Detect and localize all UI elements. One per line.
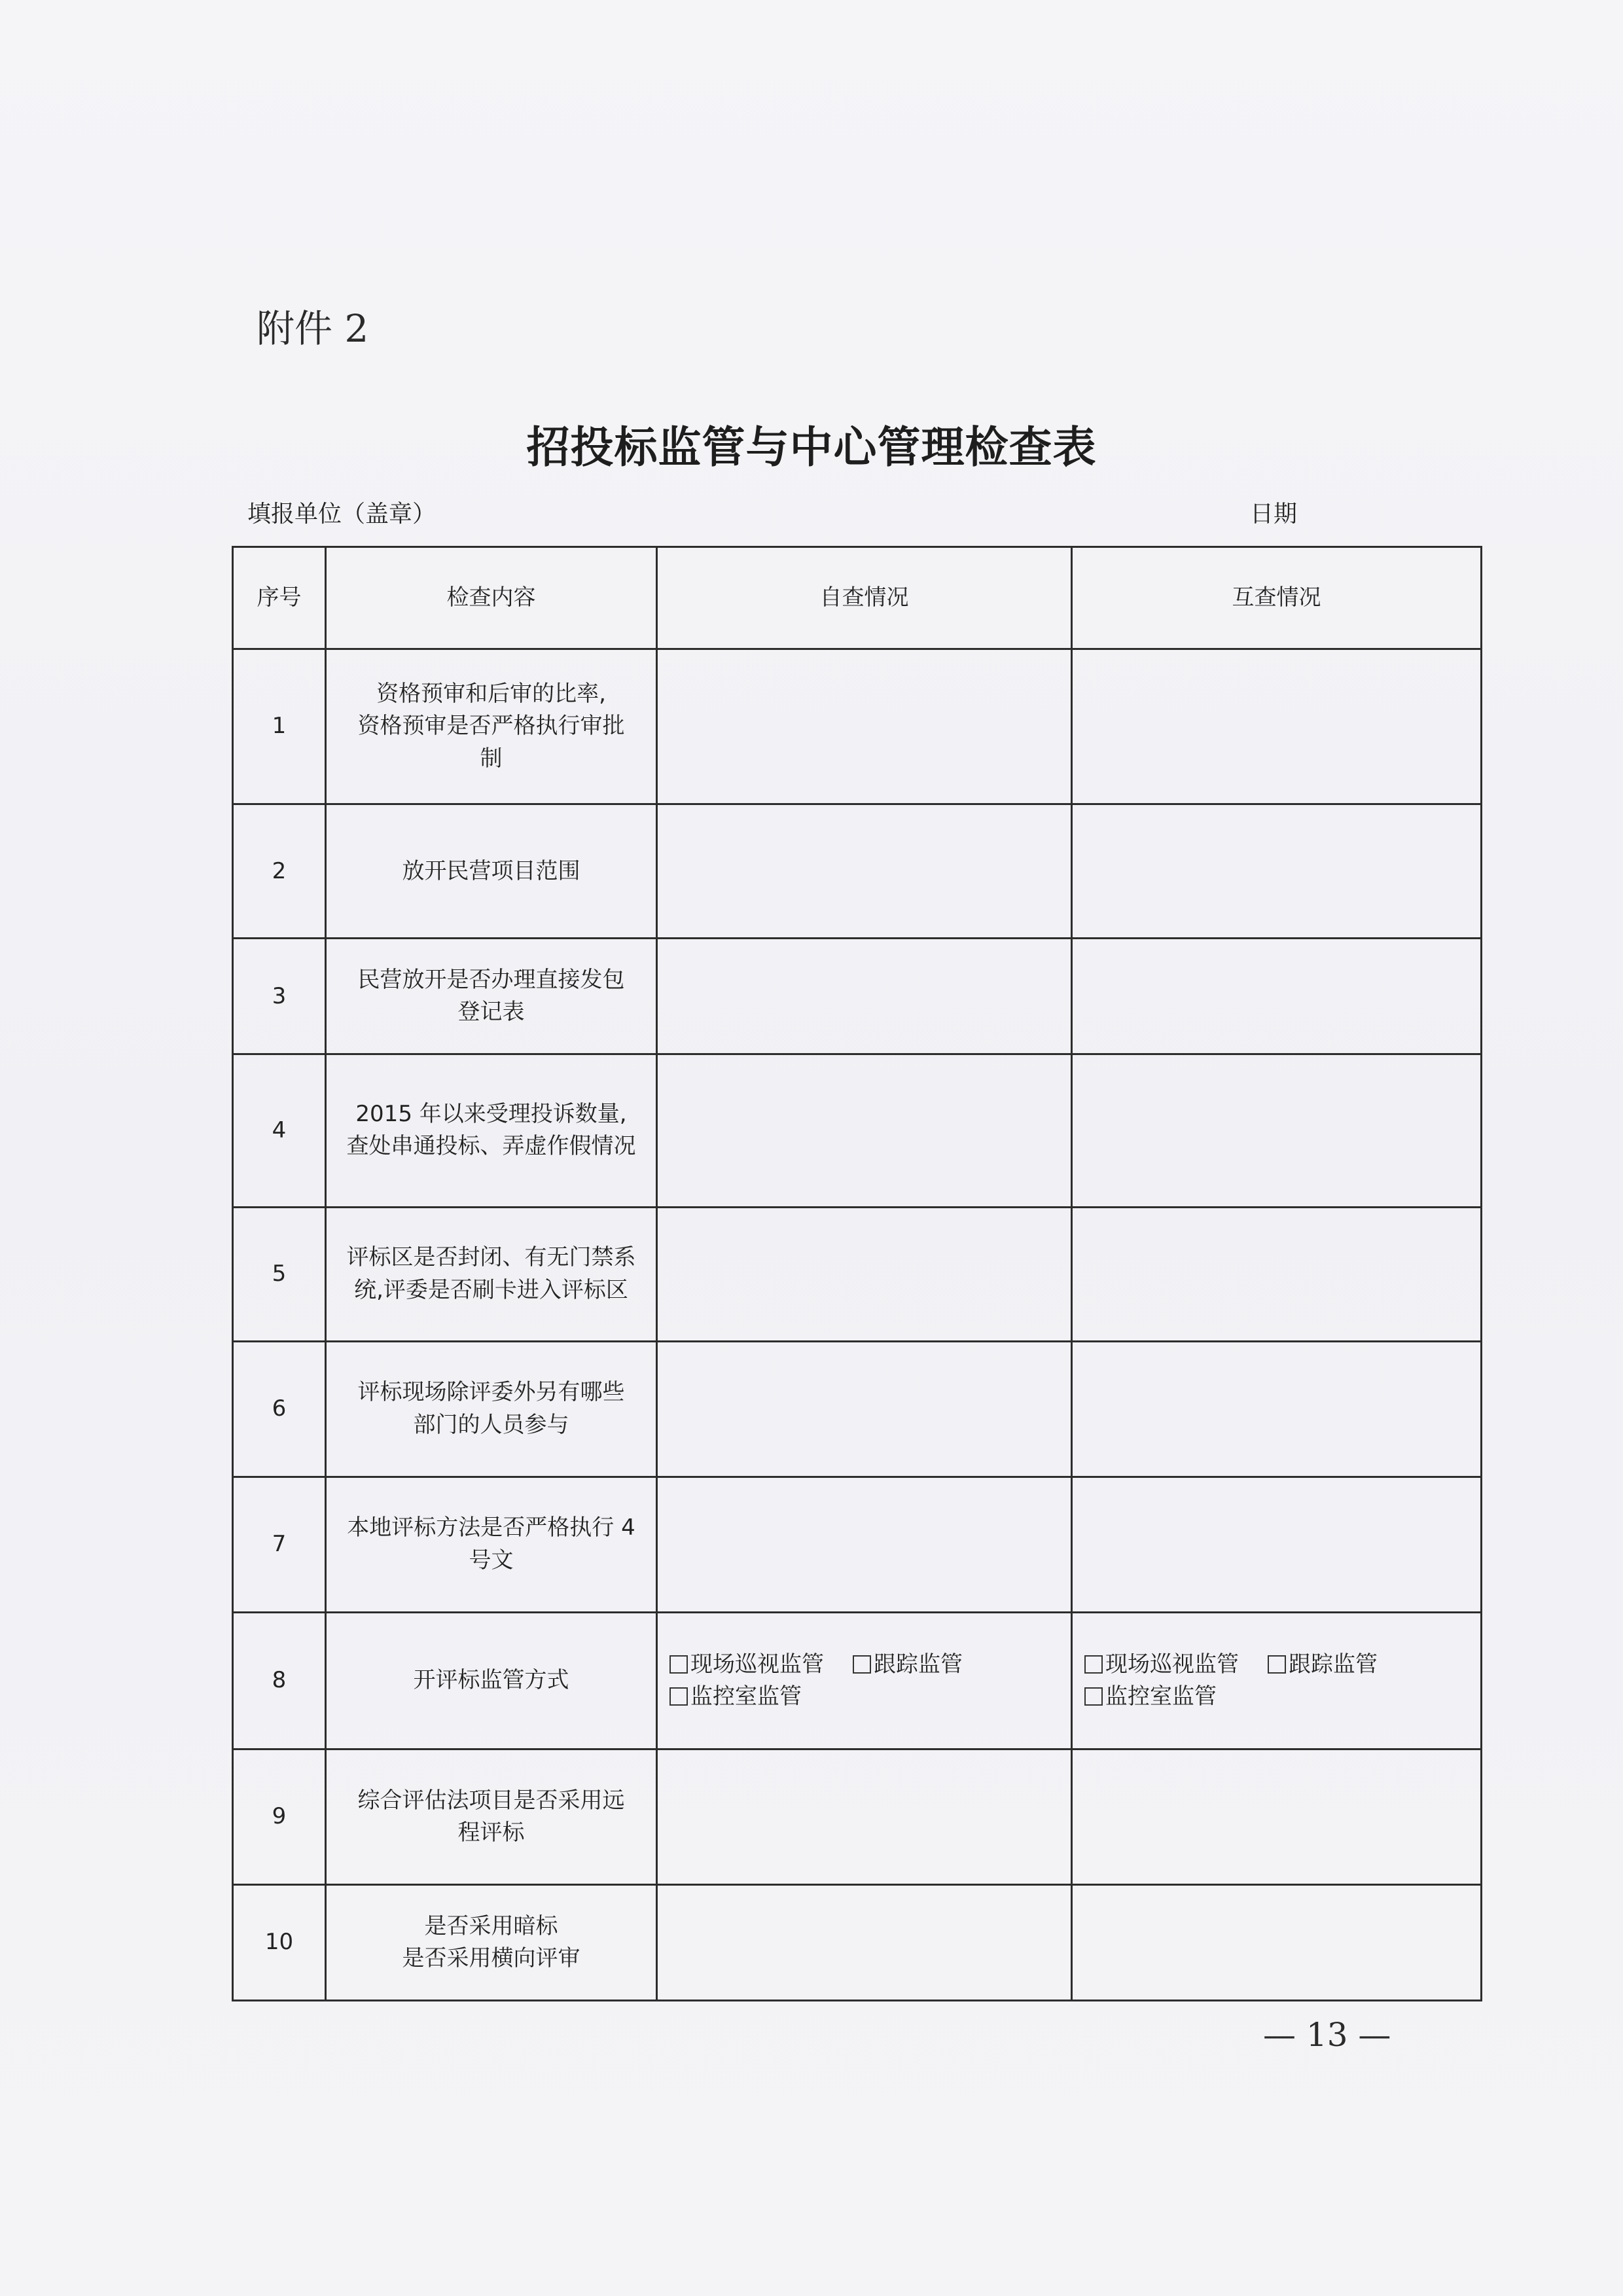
row-number: 1 bbox=[233, 649, 326, 804]
checkbox-square-icon[interactable] bbox=[1268, 1655, 1286, 1674]
self-check-cell[interactable] bbox=[657, 1749, 1072, 1884]
table-body bbox=[233, 649, 1482, 2001]
check-content bbox=[326, 1884, 657, 2000]
check-content-line: 程评标 bbox=[457, 1819, 525, 1846]
checkbox-square-icon[interactable] bbox=[1084, 1687, 1103, 1706]
checkbox-option[interactable] bbox=[853, 1649, 963, 1681]
table-row bbox=[233, 804, 1482, 939]
self-check-cell[interactable] bbox=[657, 804, 1072, 939]
self-check-cell[interactable] bbox=[657, 1884, 1072, 2000]
check-content bbox=[326, 1477, 657, 1612]
attachment-label: 附件 2 bbox=[257, 306, 369, 351]
row-number: 8 bbox=[233, 1612, 326, 1749]
checkbox-option[interactable] bbox=[1084, 1649, 1239, 1681]
check-content-line: 开评标监管方式 bbox=[413, 1667, 569, 1694]
check-content-line: 号文 bbox=[469, 1547, 514, 1573]
column-header-self-check: 自查情况 bbox=[657, 547, 1072, 649]
mutual-check-cell[interactable] bbox=[1072, 939, 1482, 1054]
form-title: 招投标监管与中心管理检查表 bbox=[526, 422, 1097, 473]
check-content bbox=[326, 1341, 657, 1477]
table-row bbox=[233, 649, 1482, 804]
check-content-line: 部门的人员参与 bbox=[413, 1411, 569, 1438]
check-content-line: 登记表 bbox=[457, 999, 525, 1026]
table-row bbox=[233, 1612, 1482, 1749]
check-content-line: 资格预审是否严格执行审批 bbox=[357, 713, 625, 740]
page-number: — 13 — bbox=[1263, 2016, 1391, 2054]
row-number: 6 bbox=[233, 1341, 326, 1477]
self-check-cell[interactable] bbox=[657, 649, 1072, 804]
check-content-line: 2015 年以来受理投诉数量, bbox=[355, 1101, 627, 1128]
self-check-cell[interactable] bbox=[657, 1054, 1072, 1207]
table-row bbox=[233, 1477, 1482, 1612]
check-content-line: 是否采用横向评审 bbox=[402, 1945, 580, 1971]
checkbox-line bbox=[669, 1649, 1059, 1681]
table-row bbox=[233, 1884, 1482, 2000]
checkbox-line bbox=[669, 1681, 1059, 1713]
mutual-check-cell[interactable] bbox=[1072, 1749, 1482, 1884]
checkbox-square-icon[interactable] bbox=[853, 1655, 871, 1674]
self-check-cell[interactable] bbox=[657, 939, 1072, 1054]
inspection-table bbox=[232, 546, 1482, 2001]
table-row bbox=[233, 1054, 1482, 1207]
column-header-mutual-check: 互查情况 bbox=[1072, 547, 1482, 649]
check-content-line: 综合评估法项目是否采用远 bbox=[357, 1787, 625, 1814]
row-number: 3 bbox=[233, 939, 326, 1054]
self-check-cell[interactable] bbox=[657, 1341, 1072, 1477]
check-content-line: 制 bbox=[480, 745, 503, 772]
checkbox-option[interactable] bbox=[1084, 1681, 1217, 1713]
mutual-check-cell[interactable] bbox=[1072, 1884, 1482, 2000]
table-row bbox=[233, 1207, 1482, 1341]
checkbox-label: 监控室监管 bbox=[690, 1683, 802, 1710]
check-content-line: 放开民营项目范围 bbox=[402, 857, 580, 884]
check-content-line: 是否采用暗标 bbox=[424, 1912, 558, 1939]
checkbox-label: 监控室监管 bbox=[1105, 1683, 1217, 1710]
check-content bbox=[326, 939, 657, 1054]
table-header-row bbox=[233, 547, 1482, 649]
checkbox-label: 跟踪监管 bbox=[1289, 1651, 1378, 1677]
checkbox-label: 跟踪监管 bbox=[874, 1651, 963, 1677]
self-check-cell[interactable] bbox=[657, 1612, 1072, 1749]
mutual-check-cell[interactable] bbox=[1072, 804, 1482, 939]
checkbox-square-icon[interactable] bbox=[669, 1687, 688, 1706]
checkbox-square-icon[interactable] bbox=[669, 1655, 688, 1674]
check-content-line: 民营放开是否办理直接发包 bbox=[357, 967, 625, 993]
check-content-line: 评标区是否封闭、有无门禁系 bbox=[346, 1244, 636, 1271]
check-content bbox=[326, 1054, 657, 1207]
check-content-line: 统,评委是否刷卡进入评标区 bbox=[354, 1276, 628, 1303]
checkbox-label: 现场巡视监管 bbox=[690, 1651, 824, 1677]
checkbox-option[interactable] bbox=[1268, 1649, 1378, 1681]
row-number: 2 bbox=[233, 804, 326, 939]
checkbox-option[interactable] bbox=[669, 1649, 824, 1681]
check-content-line: 资格预审和后审的比率, bbox=[376, 681, 606, 708]
mutual-check-cell[interactable] bbox=[1072, 649, 1482, 804]
row-number: 10 bbox=[233, 1884, 326, 2000]
mutual-check-cell[interactable] bbox=[1072, 1341, 1482, 1477]
column-header-number: 序号 bbox=[233, 547, 326, 649]
row-number: 4 bbox=[233, 1054, 326, 1207]
table-row bbox=[233, 1749, 1482, 1884]
self-check-cell[interactable] bbox=[657, 1207, 1072, 1341]
checkbox-option[interactable] bbox=[669, 1681, 802, 1713]
check-content-line: 查处串通投标、弄虚作假情况 bbox=[346, 1133, 636, 1160]
check-content-line: 评标现场除评委外另有哪些 bbox=[357, 1379, 625, 1406]
row-number: 5 bbox=[233, 1207, 326, 1341]
date-label: 日期 bbox=[1250, 501, 1298, 528]
self-check-cell[interactable] bbox=[657, 1477, 1072, 1612]
checkbox-label: 现场巡视监管 bbox=[1105, 1651, 1239, 1677]
column-header-content: 检查内容 bbox=[326, 547, 657, 649]
check-content bbox=[326, 649, 657, 804]
mutual-check-cell[interactable] bbox=[1072, 1477, 1482, 1612]
mutual-check-cell[interactable] bbox=[1072, 1054, 1482, 1207]
row-number: 9 bbox=[233, 1749, 326, 1884]
check-content bbox=[326, 1612, 657, 1749]
check-content bbox=[326, 1749, 657, 1884]
check-content bbox=[326, 804, 657, 939]
check-content bbox=[326, 1207, 657, 1341]
mutual-check-cell[interactable] bbox=[1072, 1207, 1482, 1341]
mutual-check-cell[interactable] bbox=[1072, 1612, 1482, 1749]
checkbox-line bbox=[1084, 1681, 1469, 1713]
filling-unit-label: 填报单位（盖章） bbox=[247, 501, 437, 528]
checkbox-line bbox=[1084, 1649, 1469, 1681]
check-content-line: 本地评标方法是否严格执行 4 bbox=[347, 1515, 635, 1541]
table-row bbox=[233, 1341, 1482, 1477]
checkbox-square-icon[interactable] bbox=[1084, 1655, 1103, 1674]
table-row bbox=[233, 939, 1482, 1054]
row-number: 7 bbox=[233, 1477, 326, 1612]
